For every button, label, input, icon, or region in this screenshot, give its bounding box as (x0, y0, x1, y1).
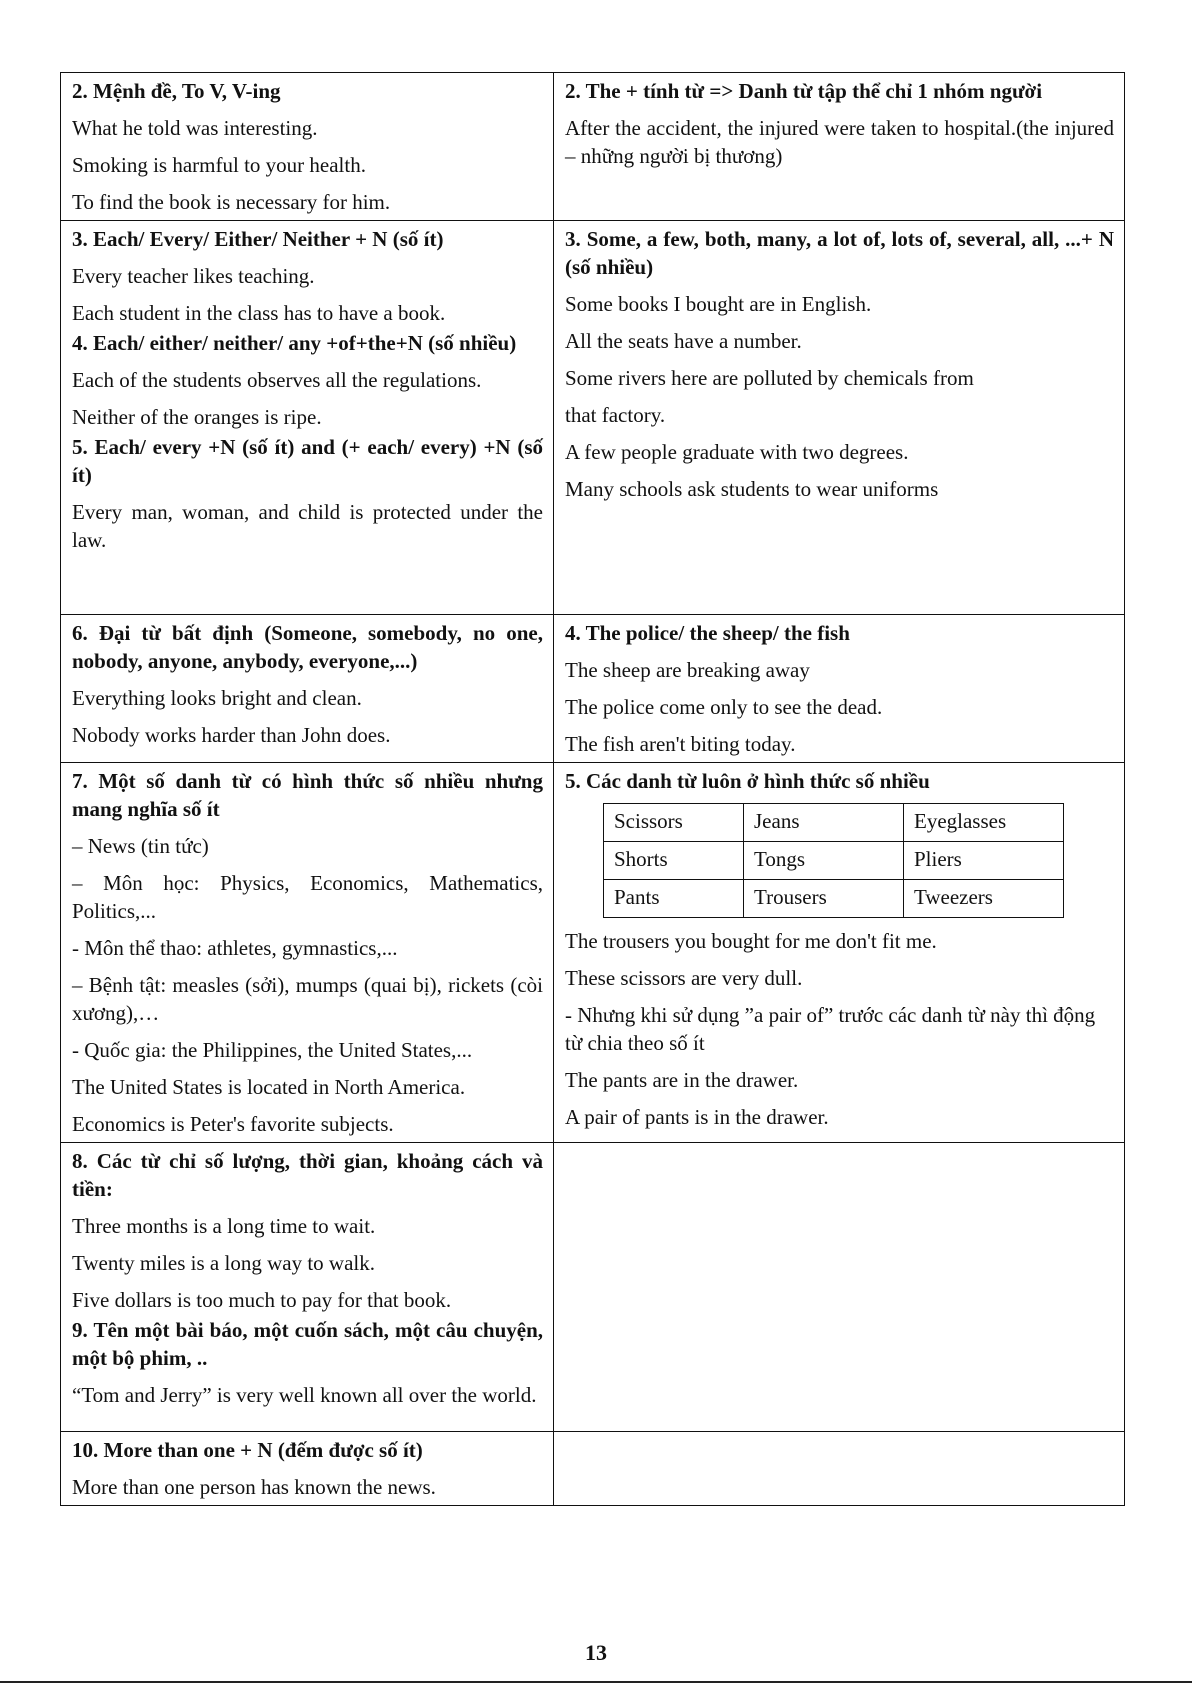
right-cell (554, 615, 1125, 763)
section-heading (72, 77, 543, 105)
grammar-row (61, 763, 1125, 1143)
example-sentence: To find the book is necessary for him. (72, 190, 391, 214)
example-sentence: - Nhưng khi sử dụng ”a pair of” trước các danh từ này thì động từ chia theo số ít (565, 1003, 1096, 1055)
right-cell (554, 73, 1125, 221)
example-sentence: After the accident, the injured were taken to hospital.(the injured – những người bị thương) (565, 116, 1114, 168)
section-heading: 8. Các từ chỉ số lượng, thời gian, khoảng cách và tiền: (72, 1149, 543, 1201)
example-sentence: A few people graduate with two degrees. (565, 440, 909, 464)
right-cell (554, 1143, 1125, 1432)
example-sentence: All the seats have a number. (565, 329, 802, 353)
section-heading: 4. The police/ the sheep/ the fish (565, 621, 850, 645)
table-cell: Scissors (604, 804, 744, 842)
table-row (604, 804, 1064, 842)
example-sentence: The trousers you bought for me don't fit me. (565, 929, 937, 953)
example-sentence: – Môn học: Physics, Economics, Mathematics, Politics,... (72, 871, 543, 923)
right-cell (554, 763, 1125, 1143)
left-cell (61, 763, 554, 1143)
example-sentence: The sheep are breaking away (565, 658, 810, 682)
section-heading: 5. Các danh từ luôn ở hình thức số nhiều (565, 769, 930, 793)
example-sentence: – Bệnh tật: measles (sởi), mumps (quai bị), rickets (còi xương),… (72, 973, 543, 1025)
left-cell (61, 1143, 554, 1432)
example-sentence: Many schools ask students to wear uniforms (565, 477, 939, 501)
example-sentence: The pants are in the drawer. (565, 1068, 799, 1092)
plural-nouns-table (603, 803, 1064, 918)
section-heading: 3. Each/ Every/ Either/ Neither + N (số ít) (72, 227, 444, 251)
table-cell: Shorts (604, 842, 744, 880)
grammar-row (61, 221, 1125, 615)
table-cell: Tongs (744, 842, 904, 880)
example-sentence: Everything looks bright and clean. (72, 686, 362, 710)
grammar-table (60, 72, 1125, 1506)
right-cell (554, 221, 1125, 615)
section-heading: 10. More than one + N (đếm được số ít) (72, 1438, 423, 1462)
table-cell: Pliers (904, 842, 1064, 880)
section-heading: 3. Some, a few, both, many, a lot of, lots of, several, all, ...+ N (số nhiều) (565, 227, 1114, 279)
table-cell: Trousers (744, 880, 904, 918)
grammar-row (61, 73, 1125, 221)
bottom-rule (0, 1681, 1192, 1683)
section-heading: 7. Một số danh từ có hình thức số nhiều nhưng mang nghĩa số ít (72, 769, 543, 821)
heading-number: 2. (72, 79, 93, 103)
example-sentence: that factory. (565, 403, 666, 427)
example-sentence: Five dollars is too much to pay for that book. (72, 1288, 452, 1312)
example-sentence: More than one person has known the news. (72, 1475, 436, 1499)
example-sentence: Every teacher likes teaching. (72, 264, 315, 288)
right-cell (554, 1432, 1125, 1506)
grammar-row (61, 615, 1125, 763)
example-sentence: Smoking is harmful to your health. (72, 153, 366, 177)
table-cell: Tweezers (904, 880, 1064, 918)
left-cell (61, 1432, 554, 1506)
left-cell (61, 73, 554, 221)
example-sentence: - Quốc gia: the Philippines, the United States,... (72, 1038, 473, 1062)
left-cell (61, 221, 554, 615)
section-heading: 5. Each/ every +N (số ít) and (+ each/ every) +N (số ít) (72, 435, 543, 487)
grammar-row (61, 1432, 1125, 1506)
example-sentence: What he told was interesting. (72, 116, 318, 140)
table-cell: Pants (604, 880, 744, 918)
example-sentence: - Môn thể thao: athletes, gymnastics,... (72, 936, 398, 960)
table-row (604, 842, 1064, 880)
example-sentence: Each of the students observes all the regulations. (72, 368, 482, 392)
page-number: 13 (585, 1640, 607, 1665)
table-cell: Eyeglasses (904, 804, 1064, 842)
example-sentence: Nobody works harder than John does. (72, 723, 391, 747)
example-sentence: Twenty miles is a long way to walk. (72, 1251, 375, 1275)
left-cell (61, 615, 554, 763)
example-sentence: The fish aren't biting today. (565, 732, 796, 756)
example-sentence: Economics is Peter's favorite subjects. (72, 1112, 394, 1136)
example-sentence: The police come only to see the dead. (565, 695, 883, 719)
section-heading: 4. Each/ either/ neither/ any +of+the+N (số nhiều) (72, 331, 517, 355)
section-heading: 9. Tên một bài báo, một cuốn sách, một câu chuyện, một bộ phim, .. (72, 1318, 543, 1370)
example-sentence: These scissors are very dull. (565, 966, 803, 990)
heading-text: Mệnh đề, To V, V-ing (93, 79, 281, 103)
example-sentence: A pair of pants is in the drawer. (565, 1105, 829, 1129)
section-heading: 2. The + tính từ => Danh từ tập thể chỉ 1 nhóm người (565, 79, 1043, 103)
section-heading: 6. Đại từ bất định (Someone, somebody, no one, nobody, anyone, anybody, everyone,...) (72, 621, 543, 673)
example-sentence: Every man, woman, and child is protected under the law. (72, 500, 543, 552)
example-sentence: Each student in the class has to have a book. (72, 301, 446, 325)
grammar-row (61, 1143, 1125, 1432)
table-row (604, 880, 1064, 918)
example-sentence: Some rivers here are polluted by chemicals from (565, 366, 974, 390)
example-sentence: Neither of the oranges is ripe. (72, 405, 322, 429)
example-sentence: The United States is located in North America. (72, 1075, 466, 1099)
example-sentence: Some books I bought are in English. (565, 292, 872, 316)
example-sentence: – News (tin tức) (72, 834, 209, 858)
example-sentence: Three months is a long time to wait. (72, 1214, 376, 1238)
example-sentence: “Tom and Jerry” is very well known all over the world. (72, 1383, 537, 1407)
table-cell: Jeans (744, 804, 904, 842)
